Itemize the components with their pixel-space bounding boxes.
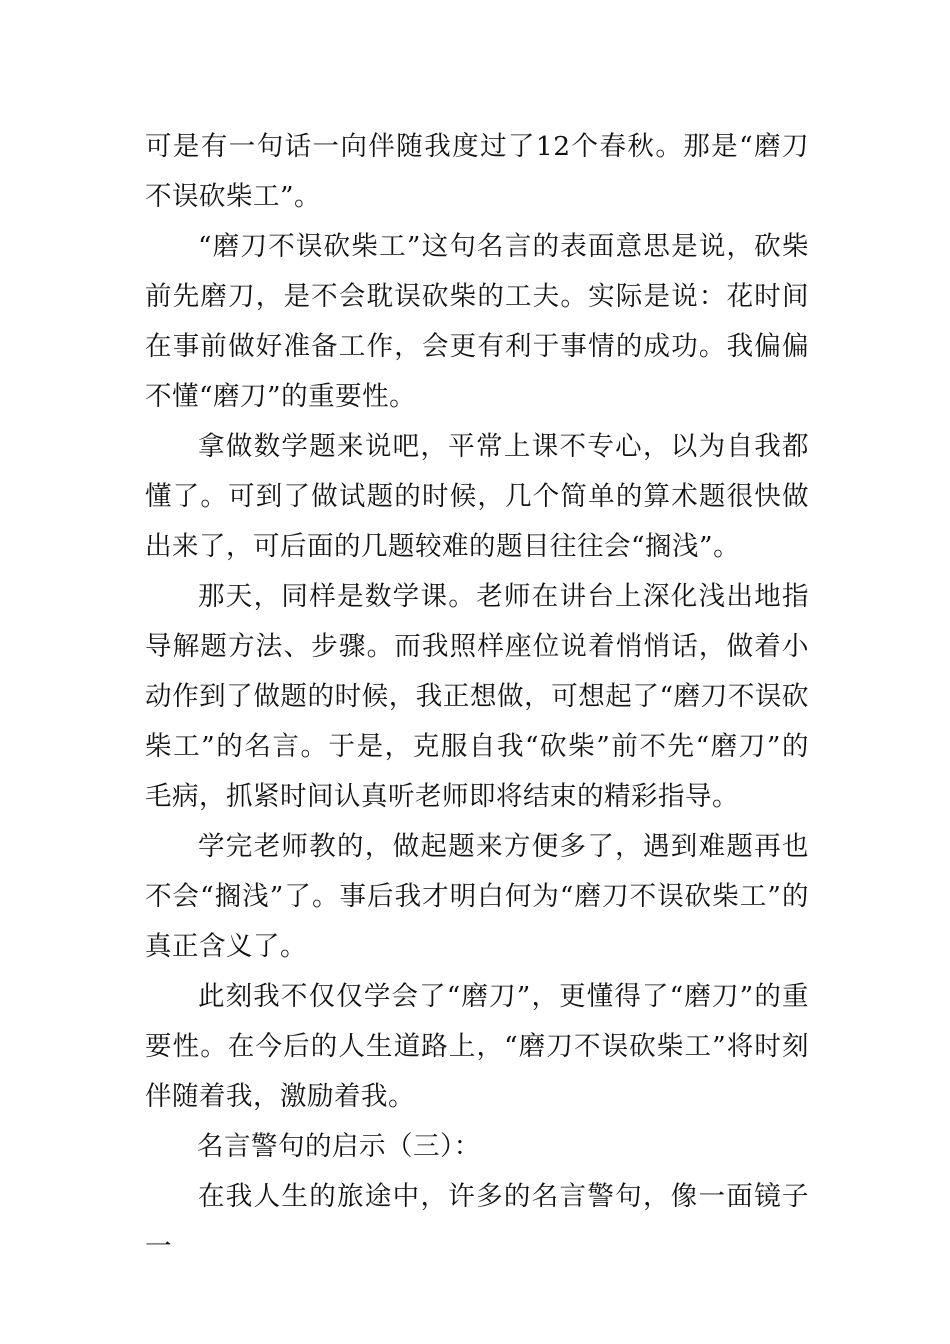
- paragraph-6: 此刻我不仅仅学会了“磨刀”，更懂得了“磨刀”的重要性。在今后的人生道路上，“磨刀不误砍柴工”将时刻伴随着我，激励着我。: [145, 981, 809, 1112]
- paragraph-5: 学完老师教的，做起题来方便多了，遇到难题再也不会“搁浅”了。事后我才明白何为“磨刀不误砍柴工”的真正含义了。: [145, 831, 809, 962]
- paragraph-2: “磨刀不误砍柴工”这句名言的表面意思是说，砍柴前先磨刀，是不会耽误砍柴的工夫。实际是说：花时间在事前做好准备工作，会更有利于事情的成功。我偏偏不懂“磨刀”的重要性。: [145, 231, 809, 412]
- paragraph-4: 那天，同样是数学课。老师在讲台上深化浅出地指导解题方法、步骤。而我照样座位说着悄悄话，做着小动作到了做题的时候，我正想做，可想起了“磨刀不误砍柴工”的名言。于是，克服自我“砍柴”前不先“磨刀”的毛病，抓紧时间认真听老师即将结束的精彩指导。: [145, 581, 809, 812]
- paragraph-3: 拿做数学题来说吧，平常上课不专心，以为自我都懂了。可到了做试题的时候，几个简单的算术题很快做出来了，可后面的几题较难的题目往往会“搁浅”。: [145, 431, 809, 562]
- document-body: [145, 122, 809, 1272]
- paragraph-1: 可是有一句话一向伴随我度过了12个春秋。那是“磨刀不误砍柴工”。: [145, 131, 809, 212]
- paragraph-7: 在我人生的旅途中，许多的名言警句，像一面镜子一: [145, 1181, 809, 1262]
- section-heading: 名言警句的启示（三）：: [197, 1131, 481, 1162]
